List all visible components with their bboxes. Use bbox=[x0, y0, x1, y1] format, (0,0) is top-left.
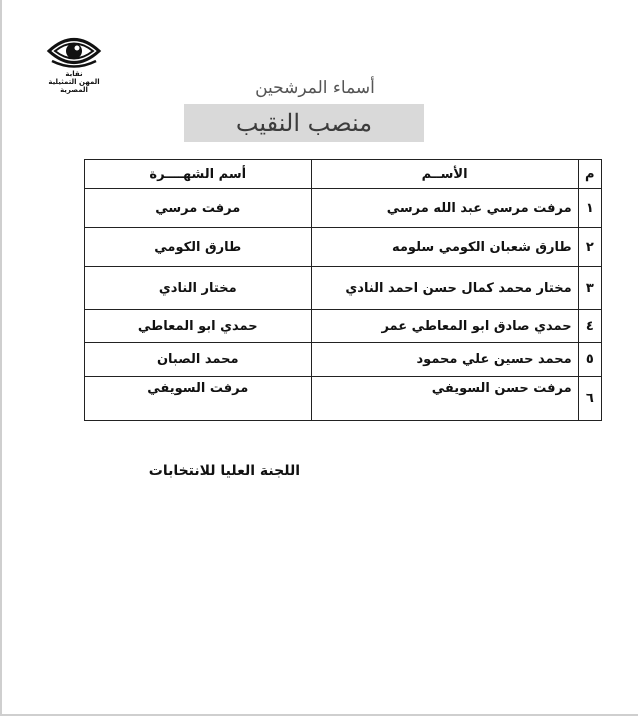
row-number: ٢ bbox=[578, 228, 601, 267]
row-number: ٣ bbox=[578, 267, 601, 310]
candidate-name: مرفت مرسي عبد الله مرسي bbox=[311, 189, 578, 228]
eye-logo-icon bbox=[46, 34, 102, 68]
header-number: م bbox=[578, 160, 601, 189]
row-number: ٥ bbox=[578, 343, 601, 377]
table-row bbox=[85, 267, 602, 310]
candidate-popular-name: مرفت السويفي bbox=[85, 377, 312, 421]
candidate-popular-name: مختار النادي bbox=[85, 267, 312, 310]
table-row bbox=[85, 189, 602, 228]
table-row bbox=[85, 310, 602, 343]
header-name: الأســم bbox=[311, 160, 578, 189]
candidate-name: طارق شعبان الكومي سلومه bbox=[311, 228, 578, 267]
candidate-popular-name: محمد الصبان bbox=[85, 343, 312, 377]
logo-text-line: المهن التمثيلية bbox=[48, 78, 100, 86]
candidates-heading: أسماء المرشحين bbox=[255, 78, 375, 98]
logo-text-line: نقابة bbox=[65, 70, 83, 78]
row-number: ١ bbox=[578, 189, 601, 228]
union-logo bbox=[38, 34, 110, 104]
candidate-name: محمد حسين علي محمود bbox=[311, 343, 578, 377]
candidate-name: حمدي صادق ابو المعاطي عمر bbox=[311, 310, 578, 343]
candidate-popular-name: حمدي ابو المعاطي bbox=[85, 310, 312, 343]
row-number: ٦ bbox=[578, 377, 601, 421]
candidate-popular-name: مرفت مرسي bbox=[85, 189, 312, 228]
table-header-row bbox=[85, 160, 602, 189]
candidate-name: مرفت حسن السويفي bbox=[311, 377, 578, 421]
candidate-name: مختار محمد كمال حسن احمد النادي bbox=[311, 267, 578, 310]
table-row bbox=[85, 377, 602, 421]
row-number: ٤ bbox=[578, 310, 601, 343]
position-title: منصب النقيب bbox=[184, 104, 424, 142]
candidate-popular-name: طارق الكومي bbox=[85, 228, 312, 267]
table-row bbox=[85, 343, 602, 377]
logo-text-line: المصرية bbox=[60, 86, 88, 94]
table-row bbox=[85, 228, 602, 267]
header-popular-name: أسم الشهــــرة bbox=[85, 160, 312, 189]
election-committee-signature: اللجنة العليا للانتخابات bbox=[148, 463, 300, 479]
candidates-table bbox=[84, 159, 602, 421]
